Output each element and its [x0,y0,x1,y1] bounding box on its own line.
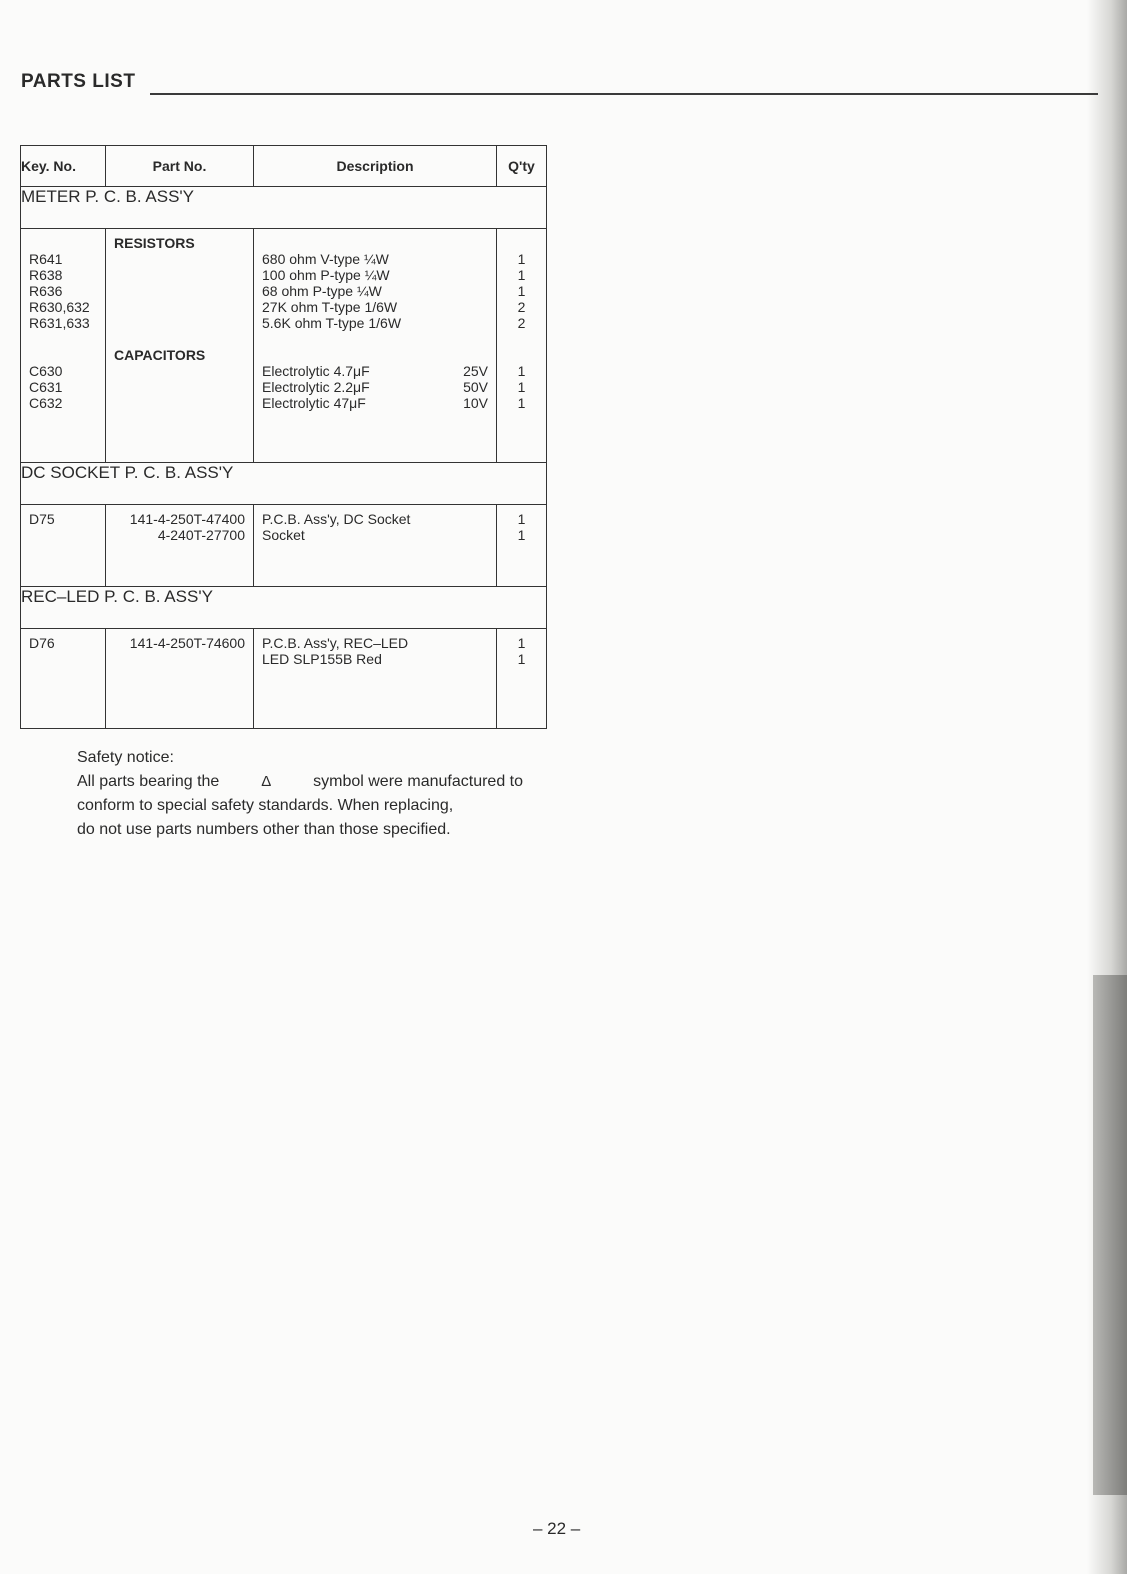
warning-triangle-icon: Δ [261,773,272,790]
key-column-dc-socket [21,505,106,587]
table-cell-qty: 1 [517,511,526,527]
table-cell-qty: 2 [517,299,526,315]
description-text: Electrolytic 4.7μF [262,363,370,379]
table-cell-key: R631,633 [29,315,90,331]
quantity-column-dc-socket [497,505,547,587]
title-rule [150,93,1098,95]
header-description: Description [254,146,497,187]
table-cell-description: 27K ohm T-type 1/6W [262,299,398,315]
table-cell-qty: 1 [517,267,526,283]
section-title-meter: METER P. C. B. ASS'Y [21,187,547,229]
safety-line-1 [77,770,523,794]
section-row-meter [21,187,547,229]
table-cell-description [262,379,488,395]
description-column-dc-socket [254,505,497,587]
header-quantity: Q'ty [497,146,547,187]
section-row-dc-socket [21,463,547,505]
safety-line-1-post: symbol were manufactured to [313,773,523,790]
safety-line-1-pre: All parts bearing the [77,773,220,790]
table-cell-part-no: 141-4-250T-74600 [129,635,245,651]
category-capacitors: CAPACITORS [114,347,206,363]
quantity-column-meter [497,229,547,463]
key-column-meter [21,229,106,463]
table-cell-qty: 1 [517,379,526,395]
voltage-rating: 10V [463,395,488,411]
quantity-column-rec-led [497,629,547,729]
table-cell-description [262,395,488,411]
table-cell-description: Socket [262,527,305,543]
key-column-rec-led [21,629,106,729]
voltage-rating: 25V [463,363,488,379]
table-cell-qty: 1 [517,651,526,667]
table-cell-description: 5.6K ohm T-type 1/6W [262,315,402,331]
part-column-meter [106,229,254,463]
table-cell-description: 680 ohm V-type ¼W [262,251,389,267]
header-key-no: Key. No. [21,146,106,187]
section-body-rec-led [21,629,547,729]
section-title-dc-socket: DC SOCKET P. C. B. ASS'Y [21,463,547,505]
table-cell-part-no [114,651,245,667]
table-cell-key: C630 [29,363,63,379]
table-cell-part-no: 141-4-250T-47400 [129,511,245,527]
table-cell-description: 68 ohm P-type ¼W [262,283,382,299]
part-column-rec-led [106,629,254,729]
table-cell-qty: 1 [517,251,526,267]
description-column-meter [254,229,497,463]
table-cell-qty: 1 [517,283,526,299]
description-text: Electrolytic 2.2μF [262,379,370,395]
header-part-no: Part No. [106,146,254,187]
table-cell-qty: 1 [517,395,526,411]
table-cell-key: C631 [29,379,63,395]
description-text: Electrolytic 47μF [262,395,366,411]
table-cell-description [262,363,488,379]
table-cell-description: 100 ohm P-type ¼W [262,267,390,283]
table-cell-key: D75 [29,511,55,527]
table-header-row [21,146,547,187]
table-cell-qty: 1 [517,363,526,379]
page-number: – 22 – [533,1519,581,1538]
section-body-dc-socket [21,505,547,587]
table-cell-qty: 1 [517,635,526,651]
table-cell-key [29,527,97,543]
table-cell-key [29,651,97,667]
safety-line-2: conform to special safety standards. When replacing, [77,797,454,814]
page-title: PARTS LIST [21,71,136,92]
section-title-rec-led: REC–LED P. C. B. ASS'Y [21,587,547,629]
table-cell-key: D76 [29,635,55,651]
table-cell-qty: 2 [517,315,526,331]
table-cell-key: C632 [29,395,63,411]
table-cell-key: R636 [29,283,63,299]
table-cell-key: R641 [29,251,63,267]
table-cell-key: R630,632 [29,299,90,315]
table-cell-description: P.C.B. Ass'y, REC–LED [262,635,409,651]
part-column-dc-socket [106,505,254,587]
table-cell-qty: 1 [517,527,526,543]
category-resistors: RESISTORS [114,235,195,251]
table-cell-part-no: 4-240T-27700 [157,527,245,543]
section-body-meter [21,229,547,463]
section-row-rec-led [21,587,547,629]
table-cell-key: R638 [29,267,63,283]
voltage-rating: 50V [463,379,488,395]
table-cell-description: P.C.B. Ass'y, DC Socket [262,511,411,527]
description-column-rec-led [254,629,497,729]
safety-notice [77,746,523,842]
table-cell-description: LED SLP155B Red [262,651,382,667]
page-edge-dark-band [1093,975,1127,1495]
parts-table [20,145,547,729]
safety-line-3: do not use parts numbers other than those specified. [77,821,451,838]
safety-heading: Safety notice: [77,749,174,766]
